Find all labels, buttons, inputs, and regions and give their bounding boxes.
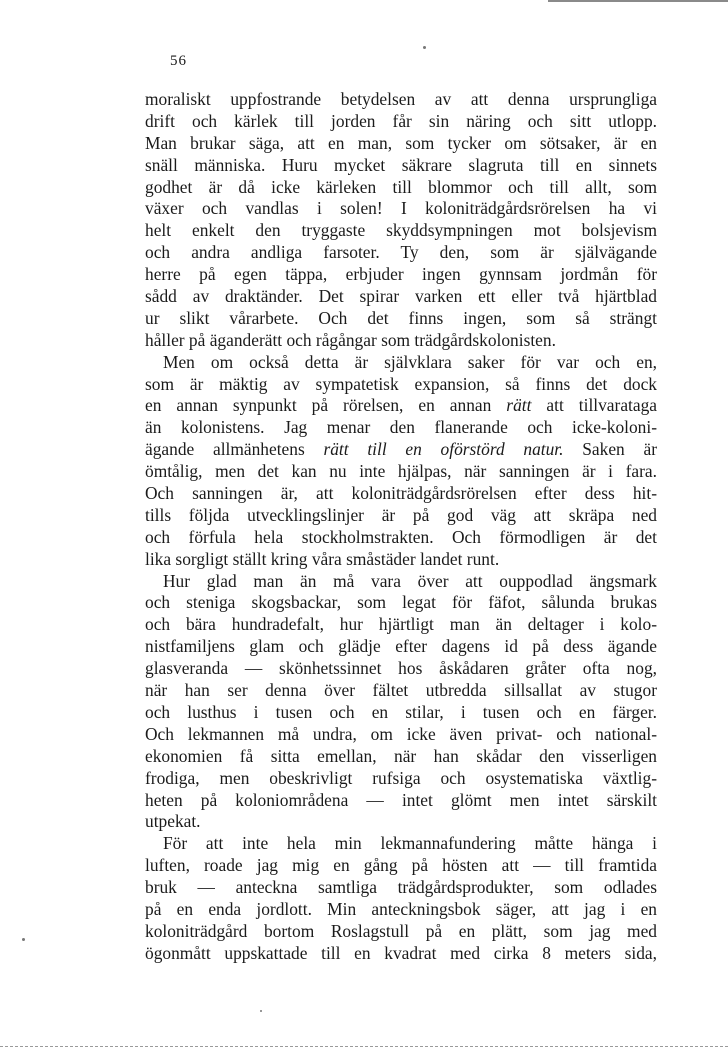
text-line: Hur glad man än må vara över att ouppodlad ängsmark: [163, 570, 657, 591]
page-number: 56: [170, 53, 187, 69]
text-line: snäll människa. Huru mycket säkrare slagruta till en sinnets: [145, 154, 657, 175]
emphasized-text: rätt till en oförstörd natur.: [323, 439, 564, 460]
scan-speck: [22, 938, 25, 941]
text-line: glasveranda — skönhetssinnet hos åskådaren gråter ofta nog,: [145, 658, 657, 679]
text-line: herre på egen täppa, erbjuder ingen gynnsam jordmån för: [145, 264, 657, 285]
text-segment: Saken är: [563, 439, 657, 460]
text-line: Och lekmannen må undra, om icke även privat- och national-: [145, 723, 657, 744]
text-line: luften, roade jag mig en gång på hösten att — till framtida: [145, 855, 657, 876]
text-line: när han ser denna över fältet utbredda sillsallat av stugor: [145, 680, 657, 701]
text-line: ekonomien få sitta emellan, när han skådar den visserligen: [145, 745, 657, 766]
text-line: sådd av draktänder. Det spirar varken ett eller två hjärtblad: [145, 286, 657, 307]
text-line: på en enda jordlott. Min anteckningsbok säger, att jag i en: [145, 898, 657, 919]
emphasized-text: rätt: [506, 395, 532, 416]
text-line: som är mäktig av sympatetisk expansion, så finns det dock: [145, 373, 657, 394]
text-line: lika sorgligt ställt kring våra småstäder landet runt.: [145, 548, 500, 569]
text-segment: att tillvarataga: [531, 395, 657, 416]
text-line: och lusthus i tusen och en stilar, i tusen och en färger.: [145, 701, 657, 722]
text-line: bruk — anteckna samtliga trädgårdsprodukter, som odlades: [145, 877, 657, 898]
body-text: [145, 89, 657, 965]
text-line: och steniga skogsbackar, som legat för fäfot, sålunda brukas: [145, 592, 657, 613]
text-line: växer och vandlas i solen! I koloniträdgårdsrörelsen ha vi: [145, 198, 657, 219]
text-line: Man brukar säga, att en man, som tycker om sötsaker, är en: [145, 132, 657, 153]
text-line: tills följda utvecklingslinjer är på god väg att skräpa ned: [145, 504, 657, 525]
text-line: ur slikt vårarbete. Och det finns ingen, som så strängt: [145, 307, 657, 328]
text-line: och bära hundradefalt, hur hjärtligt man än deltager i kolo-: [145, 614, 657, 635]
text-line: utpekat.: [145, 811, 201, 832]
scan-speck: [423, 46, 426, 49]
text-line: drift och kärlek till jorden får sin näring och sitt utlopp.: [145, 110, 657, 131]
text-line: heten på koloniområdena — intet glömt men intet särskilt: [145, 789, 657, 810]
text-line: För att inte hela min lekmannafundering måtte hänga i: [163, 833, 657, 854]
text-segment: en annan synpunkt på rörelsen, en annan: [145, 395, 507, 416]
text-line: håller på äganderätt och rågångar som trädgårdskolonisten.: [145, 329, 556, 350]
text-line: helt enkelt den tryggaste skyddsympningen mot bolsjevism: [145, 220, 657, 241]
text-line: [145, 439, 657, 461]
scan-speck: [260, 1010, 262, 1012]
text-line: godhet är då icke kärleken till blommor och till allt, som: [145, 176, 657, 197]
scan-edge-top: [548, 0, 728, 2]
scan-edge-bottom: [0, 1045, 728, 1047]
text-line: ömtålig, men det kan nu inte hjälpas, när sanningen är i fara.: [145, 461, 657, 482]
text-line: och förfula hela stockholmstrakten. Och förmodligen är det: [145, 526, 657, 547]
text-line: Och sanningen är, att koloniträdgårdsrörelsen efter dess hit-: [145, 483, 657, 504]
text-line: frodiga, men obeskrivligt rufsiga och osystematiska växtlig-: [145, 767, 657, 788]
text-line: Men om också detta är självklara saker för var och en,: [163, 351, 657, 372]
text-line: koloniträdgård bortom Roslagstull på en plätt, som jag med: [145, 920, 657, 941]
text-line: [145, 395, 657, 417]
text-segment: ägande allmänhetens: [145, 439, 324, 460]
text-line: och andra andliga farsoter. Ty den, som är självägande: [145, 242, 657, 263]
text-line: moraliskt uppfostrande betydelsen av att denna ursprungliga: [145, 89, 657, 109]
text-line: än kolonistens. Jag menar den flanerande och icke-koloni-: [145, 417, 657, 438]
text-line: nistfamiljens glam och glädje efter dagens id på dess ägande: [145, 636, 657, 657]
text-line: ögonmått uppskattade till en kvadrat med cirka 8 meters sida,: [145, 942, 657, 963]
